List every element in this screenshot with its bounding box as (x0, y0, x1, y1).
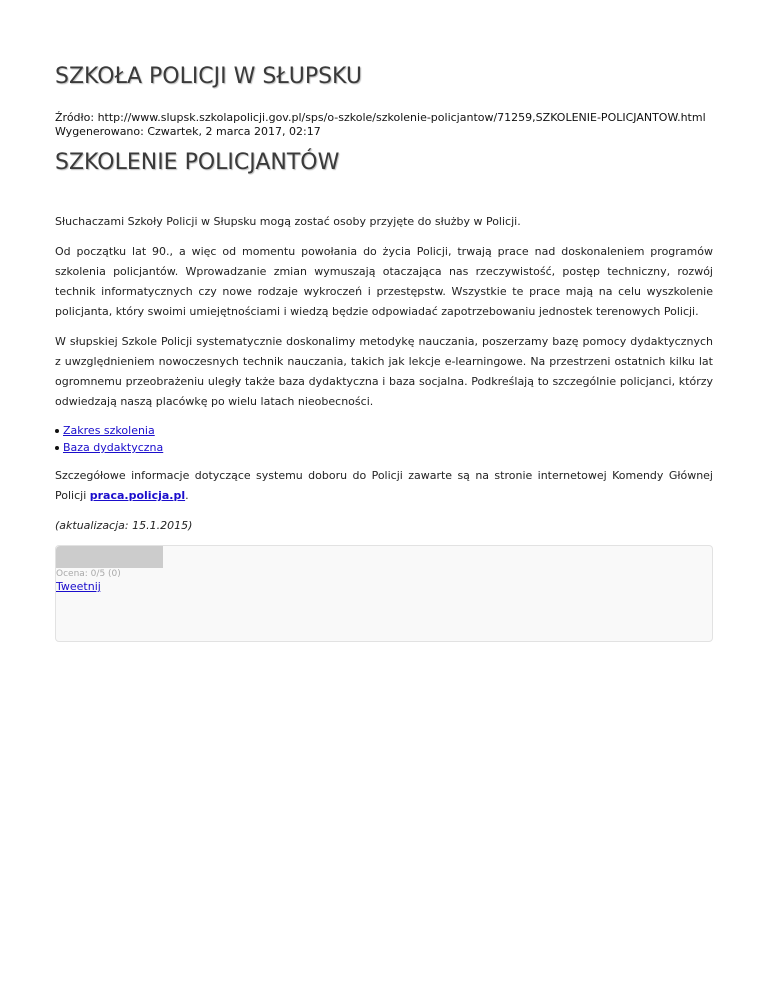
link-list (55, 422, 713, 456)
bullet-icon (55, 429, 59, 433)
bullet-icon (55, 446, 59, 450)
link-baza-dydaktyczna[interactable]: Baza dydaktyczna (63, 441, 164, 454)
rating-stars[interactable] (56, 546, 163, 568)
site-title: SZKOŁA POLICJI W SŁUPSKU (55, 64, 362, 89)
paragraph-3: W słupskiej Szkole Policji systematycznie doskonalimy metodykę nauczania, poszerzamy bazę pomocy dydaktycznych z uwzględnieniem nowoczesnych technik nauczania, takich jak lekcje e-learningowe. Na przestrzeni ostatnich kilku lat ogromnemu przeobrażeniu uległy także baza dydaktyczna i baza socjalna. Podkreślają to szczególnie policjanci, którzy odwiedzają naszą placówkę po wielu latach nieobecności. (55, 335, 713, 408)
list-item (55, 422, 713, 439)
link-praca-policja[interactable]: praca.policja.pl (89, 489, 186, 502)
paragraph-2: Od początku lat 90., a więc od momentu powołania do życia Policji, trwają prace nad doskonaleniem programów szkolenia policjantów. Wprowadzanie zmian wymuszają otaczająca nas rzeczywistość, postęp techniczny, rozwój technik informatycznych czy nowe rodzaje wykroczeń i przestępstw. Wszystkie te prace mają na celu wyszkolenie policjanta, który swoimi umiejętnościami i wiedzą będzie odpowiadać zapotrzebowaniu jednostek terenowych Policji. (55, 245, 713, 318)
paragraph-1: Słuchaczami Szkoły Policji w Słupsku mogą zostać osoby przyjęte do służby w Policji. (55, 215, 521, 228)
tweet-link[interactable]: Tweetnij (56, 580, 101, 593)
update-date: (aktualizacja: 15.1.2015) (55, 519, 193, 532)
rating-box (55, 545, 713, 642)
source-line: Źródło: http://www.slupsk.szkolapolicji.gov.pl/sps/o-szkole/szkolenie-policjantow/71259,SZKOLENIE-POLICJANTOW.html (55, 111, 706, 124)
rating-text: Ocena: 0/5 (0) (56, 569, 121, 579)
article-content (55, 212, 713, 546)
link-zakres-szkolenia[interactable]: Zakres szkolenia (63, 424, 155, 437)
details-paragraph (55, 466, 713, 506)
details-end: . (185, 489, 189, 502)
generated-line: Wygenerowano: Czwartek, 2 marca 2017, 02:17 (55, 125, 321, 138)
details-text: Szczegółowe informacje dotyczące systemu doboru do Policji zawarte są na stronie internetowej Komendy Głównej Policji (55, 469, 713, 502)
meta-info (55, 111, 706, 139)
list-item (55, 439, 713, 456)
article-title: SZKOLENIE POLICJANTÓW (55, 150, 340, 175)
